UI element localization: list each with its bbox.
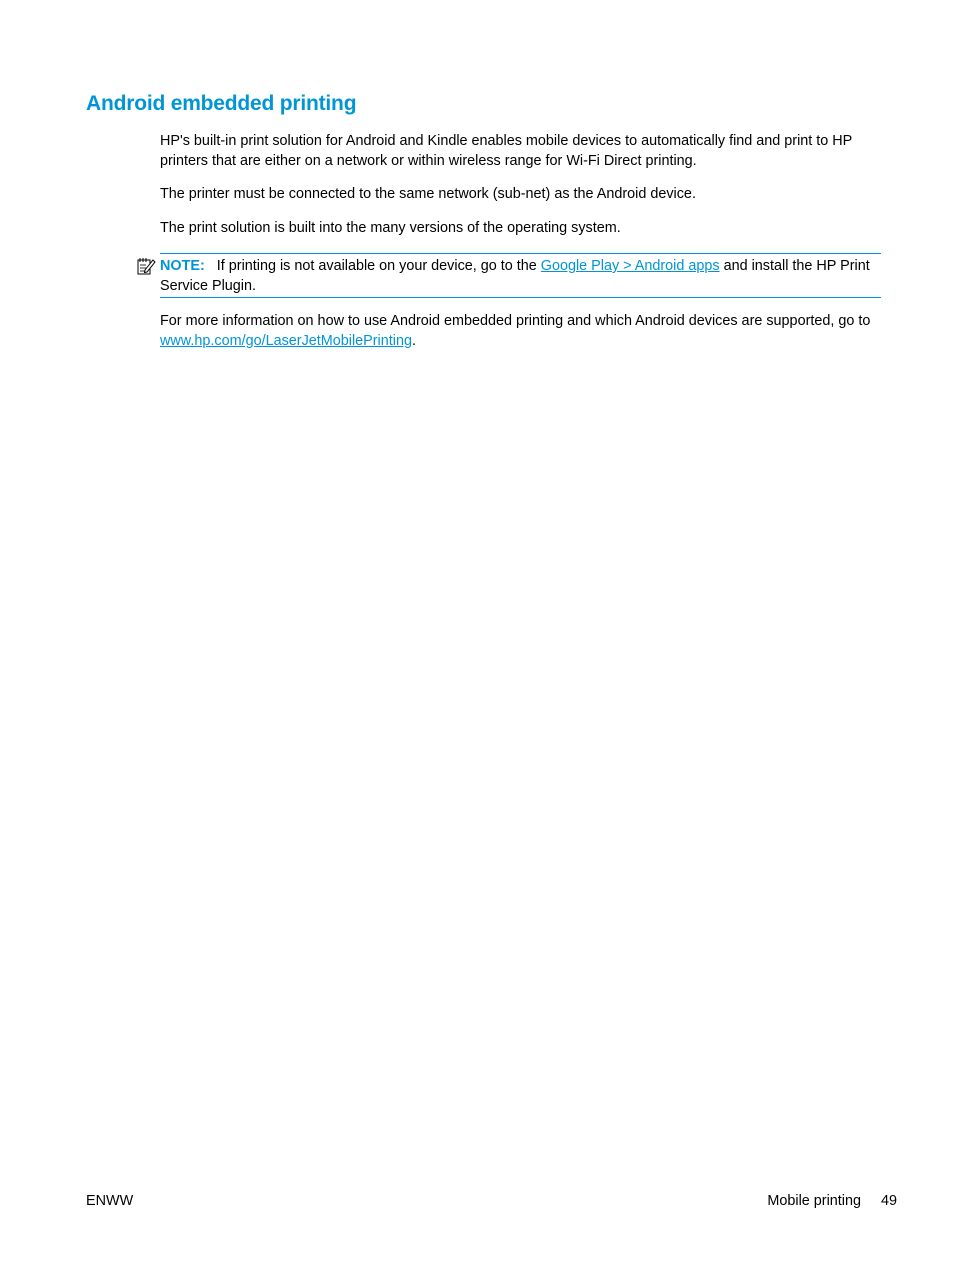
google-play-link[interactable]: Google Play > Android apps (540, 258, 720, 274)
note-text-after: and install the HP Print Service Plugin. (160, 258, 870, 294)
paragraph-intro: HP's built-in print solution for Android and Kindle enables mobile devices to automatically find and print to HP printers that are either on a network or within wireless range for Wi-Fi Direct printing. (160, 133, 853, 169)
paragraph-builtin: The print solution is built into the many versions of the operating system. (160, 220, 621, 236)
footer-page-number: 49 (880, 1193, 897, 1209)
footer-left-label: ENWW (86, 1193, 134, 1209)
note-pencil-icon (136, 256, 156, 276)
footer-section-title: Mobile printing (767, 1193, 861, 1209)
more-info-text-after: . (411, 332, 416, 349)
note-text-before: If printing is not available on your device, go to the (216, 258, 541, 274)
note-top-rule (160, 253, 881, 254)
page-title: Android embedded printing (86, 92, 357, 115)
paragraph-more-info (160, 312, 882, 351)
note-bottom-rule (160, 297, 881, 298)
paragraph-network: The printer must be connected to the same network (sub-net) as the Android device. (160, 186, 696, 202)
more-info-text-before: For more information on how to use Android embedded printing and which Android devices are supported, go to (160, 313, 871, 329)
footer-right (767, 1192, 897, 1211)
hp-mobile-printing-link[interactable]: www.hp.com/go/LaserJetMobilePrinting (160, 332, 412, 349)
note-text (160, 257, 881, 296)
note-label: NOTE: (160, 258, 205, 274)
